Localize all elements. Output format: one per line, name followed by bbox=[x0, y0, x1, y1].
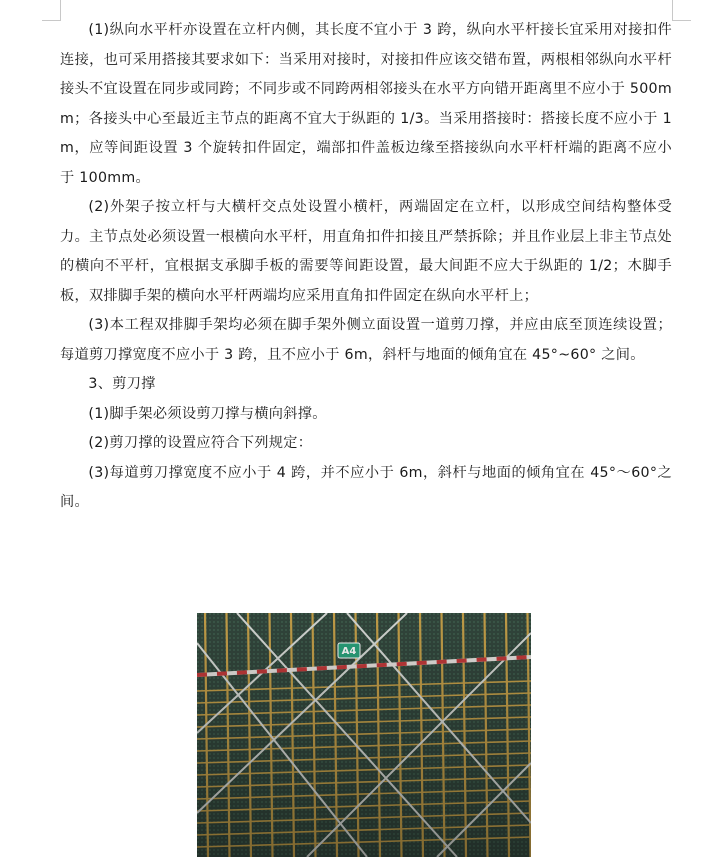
page-corner-mark-right bbox=[672, 0, 691, 21]
paragraph-brace-item-3: (3)每道剪刀撑宽度不应小于 4 跨，并不应小于 6m，斜杆与地面的倾角宜在 45°～60°之间。 bbox=[60, 464, 672, 510]
page-corner-mark-left bbox=[42, 0, 61, 21]
paragraph-brace-item-2: (2)剪刀撑的设置应符合下列规定： bbox=[88, 435, 313, 451]
document-body bbox=[60, 16, 672, 518]
section-heading-scissor-brace: 3、剪刀撑 bbox=[88, 376, 156, 392]
scaffold-photo bbox=[197, 613, 531, 857]
scaffold-photo-drawing bbox=[197, 613, 531, 857]
paragraph-transverse-bars: (2)外架子按立杆与大横杆交点处设置小横杆，两端固定在立杆，以形成空间结构整体受力。主节点处必须设置一根横向水平杆，用直角扣件扣接且严禁拆除；并且作业层上非主节点处的横向不平杆，宜根据支承脚手板的需要等间距设置，最大间距不应大于纵距的 1/2；木脚手板，双排脚手架的横向水平杆两端均应采用直角扣件固定在纵向水平杆上； bbox=[60, 199, 672, 304]
paragraph-scissor-brace-requirement: (3)本工程双排脚手架均必须在脚手架外侧立面设置一道剪刀撑，并应由底至顶连续设置；每道剪刀撑宽度不应小于 3 跨，且不应小于 6m，斜杆与地面的倾角宜在 45°~60° 之间。 bbox=[60, 317, 672, 363]
photo-shading bbox=[197, 613, 531, 857]
paragraph-longitudinal-bars: (1)纵向水平杆亦设置在立杆内侧，其长度不宜小于 3 跨，纵向水平杆接长宜采用对接扣件连接，也可采用搭接其要求如下：当采用对接时，对接扣件应该交错布置，两根相邻纵向水平杆接头不宜设置在同步或同跨；不同步或不同跨两相邻接头在水平方向错开距离里不应小于 500mm；各接头中心至最近主节点的距离不宜大于纵距的 1/3。当采用搭接时：搭接长度不应小于 1m，应等间距设置 3 个旋转扣件固定，端部扣件盖板边缘至搭接纵向水平杆杆端的距离不应小于 100mm。 bbox=[60, 22, 672, 186]
paragraph-brace-item-1: (1)脚手架必须设剪刀撑与横向斜撑。 bbox=[88, 405, 327, 422]
